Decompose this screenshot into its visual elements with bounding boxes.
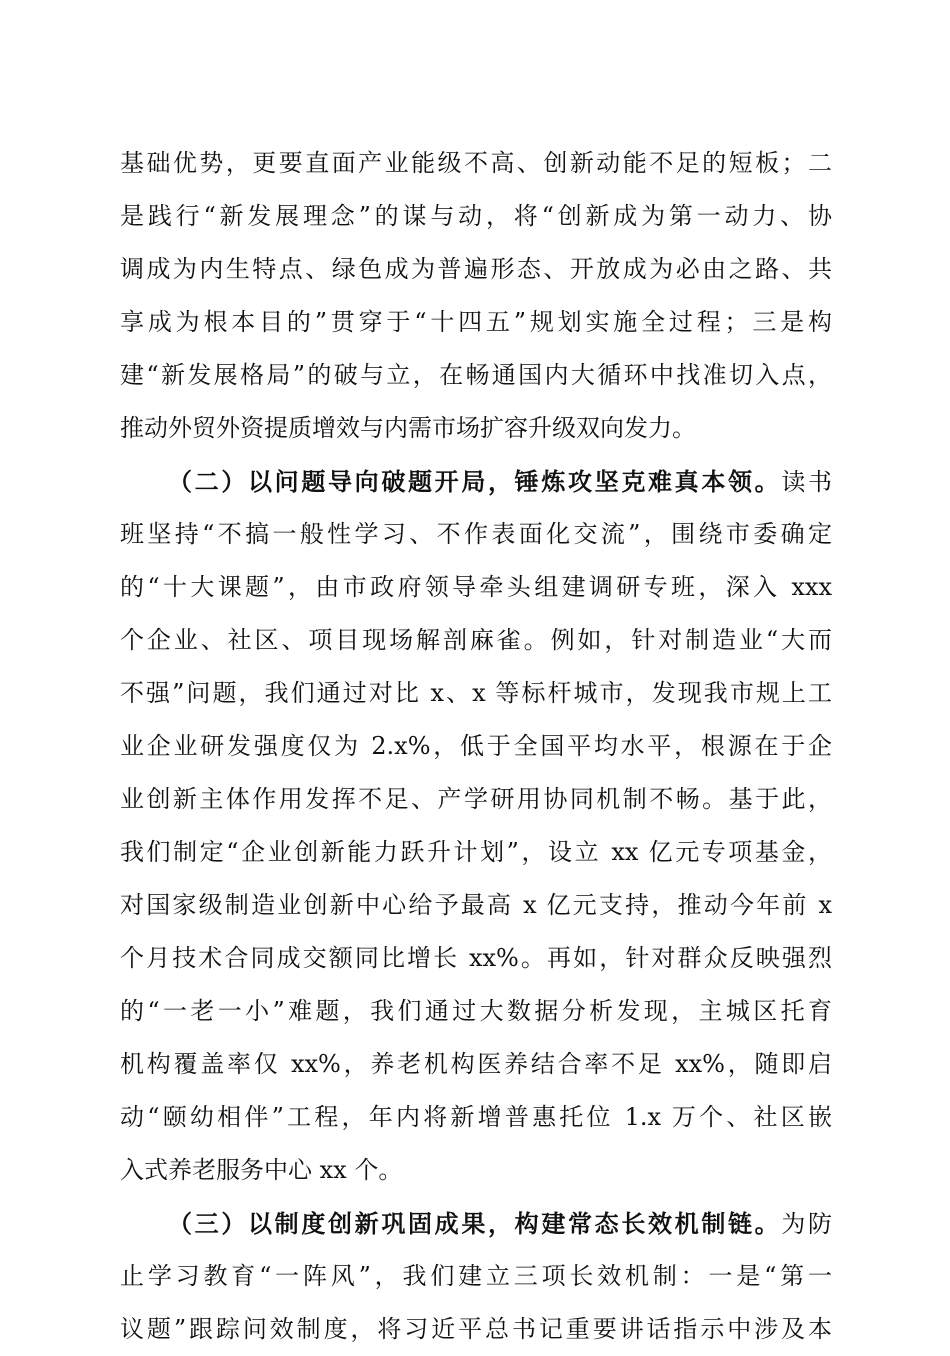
body-text xyxy=(120,137,832,1356)
text-line: 对国家级制造业创新中心给予最高 x 亿元支持，推动今年前 x xyxy=(120,891,832,919)
paragraph-1 xyxy=(120,137,832,455)
text-line: 个月技术合同成交额同比增长 xx%。再如，针对群众反映强烈 xyxy=(120,944,832,972)
text-line: 享成为根本目的”贯穿于“十四五”规划实施全过程；三是构 xyxy=(120,308,832,336)
text-line: 止学习教育“一阵风”，我们建立三项长效机制：一是“第一 xyxy=(120,1262,832,1290)
text-line xyxy=(120,455,832,508)
text-line: 入式养老服务中心 xx 个。 xyxy=(120,1156,403,1184)
text-line: 机构覆盖率仅 xx%，养老机构医养结合率不足 xx%，随即启 xyxy=(120,1050,832,1078)
text-line: 基础优势，更要直面产业能级不高、创新动能不足的短板；二 xyxy=(120,149,832,177)
text-run: 读书 xyxy=(781,468,832,496)
text-line: 业企业研发强度仅为 2.x%，低于全国平均水平，根源在于企 xyxy=(120,732,832,760)
paragraph-2 xyxy=(120,455,832,1197)
text-line: 建“新发展格局”的破与立，在畅通国内大循环中找准切入点， xyxy=(120,361,832,389)
text-line: 不强”问题，我们通过对比 x、x 等标杆城市，发现我市规上工 xyxy=(120,679,832,707)
section-heading-3: （三）以制度创新巩固成果，构建常态长效机制链。 xyxy=(168,1209,782,1238)
text-line: 是践行“新发展理念”的谋与动，将“创新成为第一动力、协 xyxy=(120,202,832,230)
text-line xyxy=(120,1197,832,1250)
text-run: 为防 xyxy=(781,1210,832,1238)
text-line: 调成为内生特点、绿色成为普遍形态、开放成为必由之路、共 xyxy=(120,255,832,283)
text-line: 推动外贸外资提质增效与内需市场扩容升级双向发力。 xyxy=(120,414,696,442)
text-line: 的“十大课题”，由市政府领导牵头组建调研专班，深入 xxx xyxy=(120,573,832,601)
paragraph-3 xyxy=(120,1197,832,1356)
text-line: 个企业、社区、项目现场解剖麻雀。例如，针对制造业“大而 xyxy=(120,626,832,654)
text-line: 我们制定“企业创新能力跃升计划”，设立 xx 亿元专项基金， xyxy=(120,838,832,866)
section-heading-2: （二）以问题导向破题开局，锤炼攻坚克难真本领。 xyxy=(168,467,782,496)
text-line: 动“颐幼相伴”工程，年内将新增普惠托位 1.x 万个、社区嵌 xyxy=(120,1103,832,1131)
text-line: 的“一老一小”难题，我们通过大数据分析发现，主城区托育 xyxy=(120,997,832,1025)
text-line: 业创新主体作用发挥不足、产学研用协同机制不畅。基于此， xyxy=(120,785,832,813)
text-line: 议题”跟踪问效制度，将习近平总书记重要讲话指示中涉及本 xyxy=(120,1315,832,1343)
text-line: 班坚持“不搞一般性学习、不作表面化交流”，围绕市委确定 xyxy=(120,520,832,548)
